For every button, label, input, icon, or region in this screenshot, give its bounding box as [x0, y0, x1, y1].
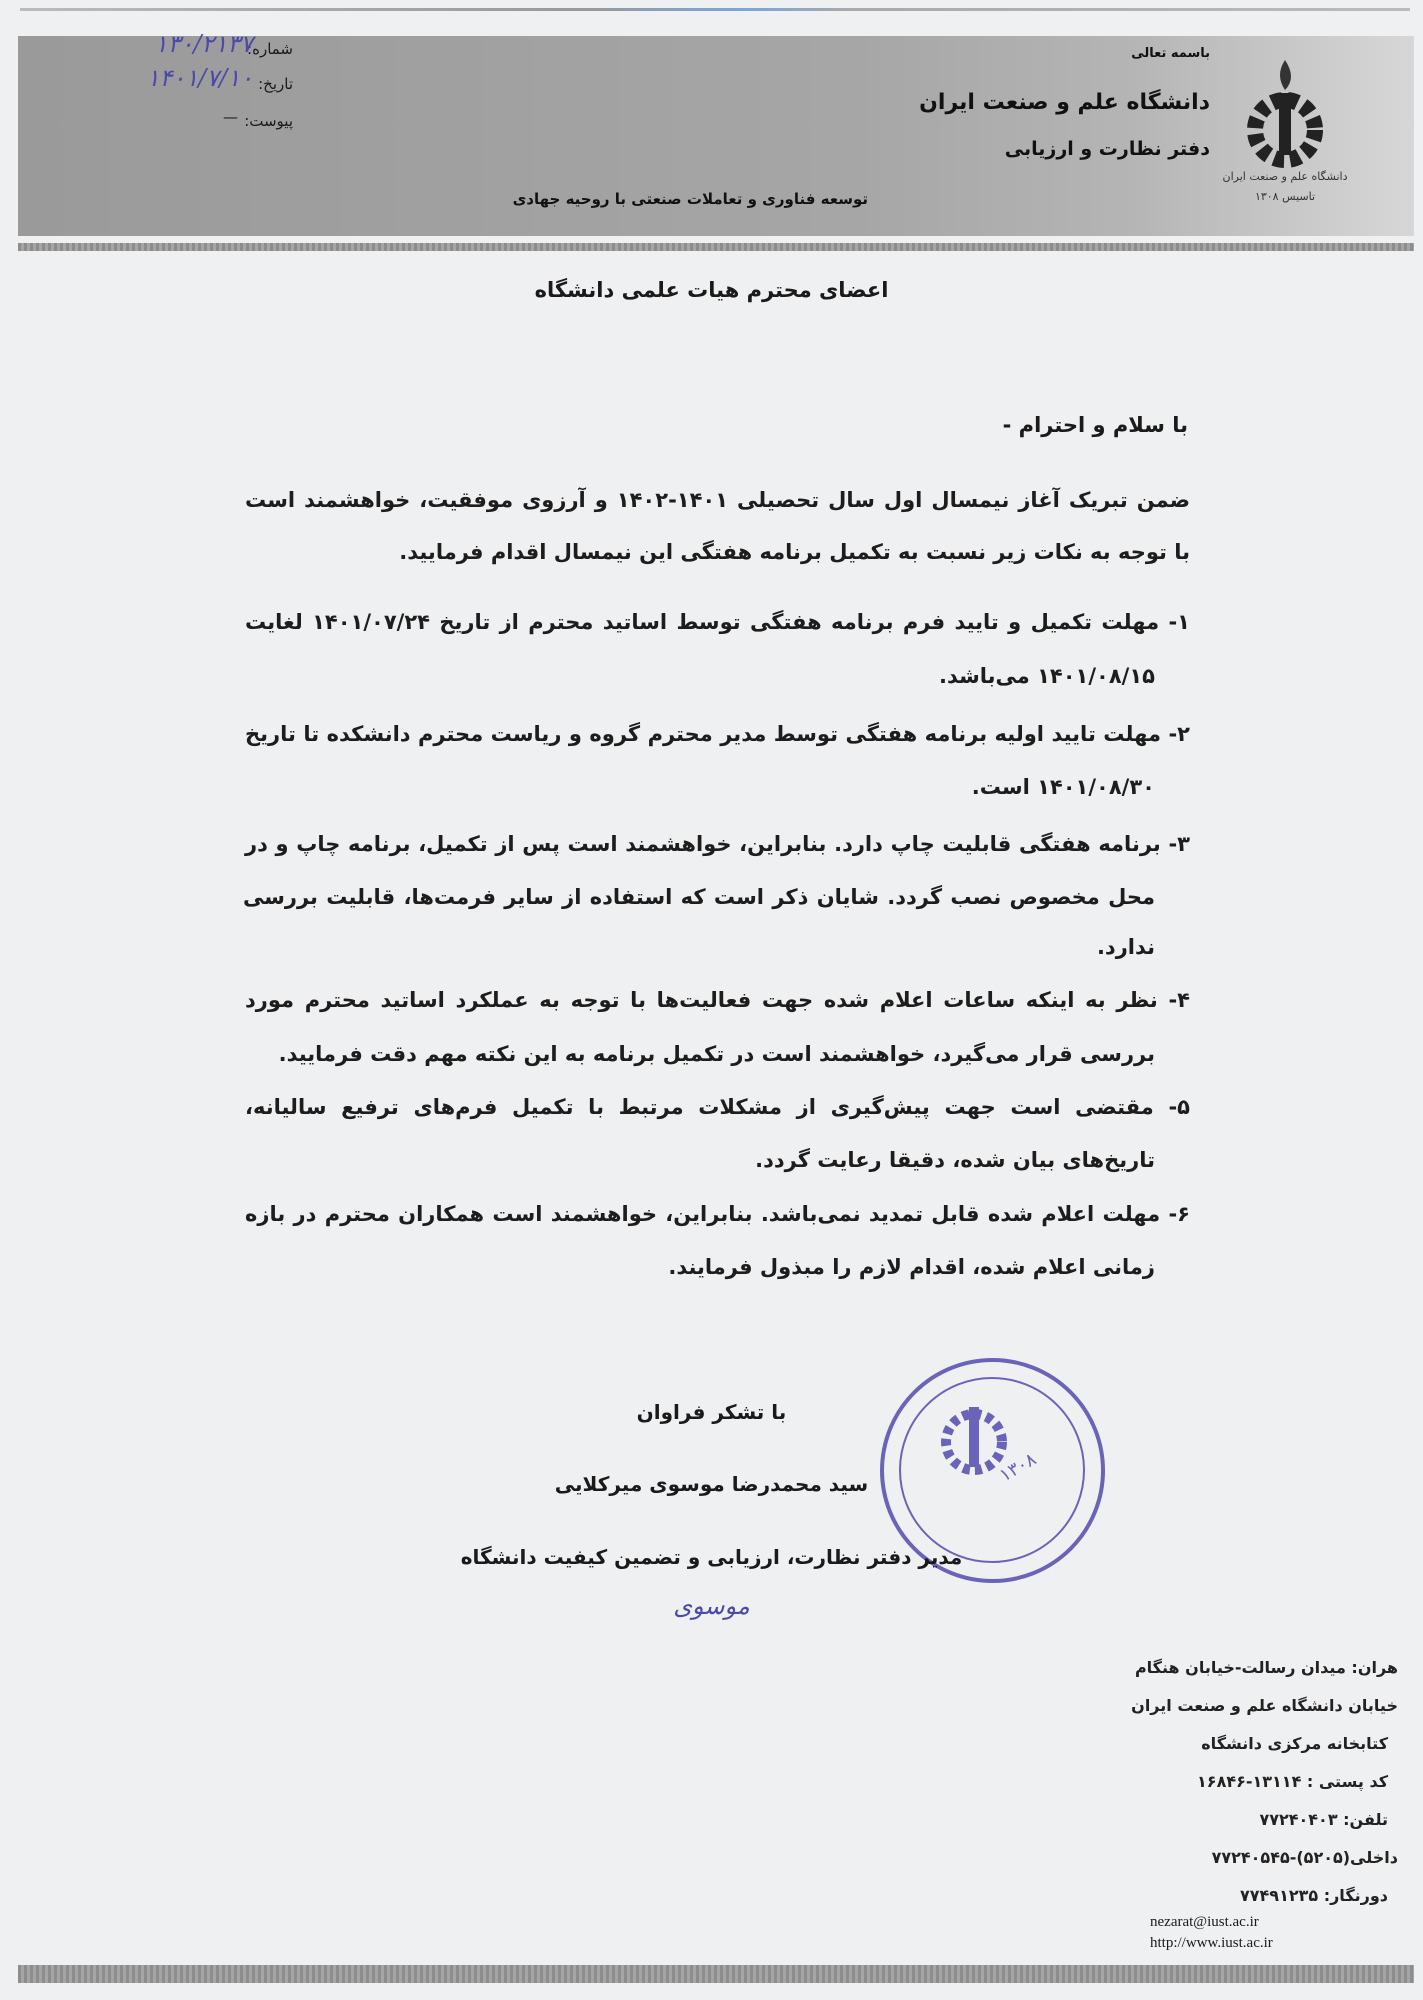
signer-title: مدیر دفتر نظارت، ارزیابی و تضمین کیفیت دانشگاه [460, 1545, 963, 1569]
phone: تلفن: ۷۷۲۴۰۴۰۳ [1259, 1810, 1388, 1829]
attachment-label: پیوست: [244, 112, 293, 130]
item-1-line: ۱- مهلت تکمیل و تایید فرم برنامه هفتگی توسط اساتید محترم از تاریخ ۱۴۰۱/۰۷/۲۴ لغایت [245, 610, 1190, 634]
item-6-line: زمانی اعلام شده، اقدام لازم را مبذول فرمایند. [668, 1255, 1155, 1279]
attachment-value: — [223, 108, 238, 126]
recipient: اعضای محترم هیات علمی دانشگاه [534, 278, 889, 302]
address-line: کتابخانه مرکزی دانشگاه [1201, 1734, 1388, 1753]
logo-founded: تاسیس ۱۳۰۸ [1254, 190, 1316, 203]
header-divider [18, 243, 1414, 251]
postal-code: کد پستی : ۱۳۱۱۴-۱۶۸۴۶ [1197, 1772, 1388, 1791]
item-3-line: محل مخصوص نصب گردد. شایان ذکر است که استفاده از سایر فرمت‌ها، قابلیت بررسی [243, 885, 1155, 909]
number-label: شماره: [247, 40, 293, 58]
signature: موسوی [673, 1592, 750, 1620]
item-2-line: ۲- مهلت تایید اولیه برنامه هفتگی توسط مدیر محترم گروه و ریاست محترم دانشکده تا تاریخ [245, 722, 1190, 746]
signer-name: سید محمدرضا موسوی میرکلایی [554, 1472, 869, 1496]
item-4-line: ۴- نظر به اینکه ساعات اعلام شده جهت فعالیت‌ها با توجه به عملکرد اساتید محترم مورد [245, 988, 1190, 1012]
office-name: دفتر نظارت و ارزیابی [1004, 138, 1210, 160]
slogan: توسعه فناوری و تعاملات صنعتی با روحیه جهادی [512, 190, 868, 208]
svg-text:۱۳۰۸: ۱۳۰۸ [996, 1448, 1040, 1487]
date-value: ۱۴۰۱/۷/۱۰ [146, 64, 253, 92]
item-5-line: تاریخ‌های بیان شده، دقیقا رعایت گردد. [755, 1148, 1155, 1172]
date-label: تاریخ: [258, 75, 293, 93]
item-4-line: بررسی قرار می‌گیرد، خواهشمند است در تکمیل برنامه به این نکته مهم دقت فرمایید. [278, 1042, 1155, 1066]
closing: با تشکر فراوان [636, 1400, 787, 1424]
item-6-line: ۶- مهلت اعلام شده قابل تمدید نمی‌باشد. بنابراین، خواهشمند است همکاران محترم در بازه [245, 1202, 1190, 1226]
address-line: خیابان دانشگاه علم و صنعت ایران [1131, 1696, 1398, 1715]
email-link[interactable]: nezarat@iust.ac.ir [1150, 1914, 1259, 1930]
fax: دورنگار: ۷۷۴۹۱۲۳۵ [1240, 1886, 1388, 1905]
basmala: باسمه تعالی [1131, 46, 1210, 61]
number-value: ۱۳۰/۲۱۳۷ [154, 30, 253, 58]
item-5-line: ۵- مقتضی است جهت پیش‌گیری از مشکلات مرتبط با تکمیل فرم‌های ترفیع سالیانه، [245, 1095, 1190, 1119]
scan-edge [20, 8, 1410, 11]
website-link[interactable]: http://www.iust.ac.ir [1150, 1935, 1273, 1951]
intro-line: ضمن تبریک آغاز نیمسال اول سال تحصیلی ۱۴۰۱-۱۴۰۲ و آرزوی موفقیت، خواهشمند است [245, 488, 1191, 512]
greeting: با سلام و احترام - [1002, 413, 1188, 437]
intro-line: با توجه به نکات زیر نسبت به تکمیل برنامه هفتگی این نیمسال اقدام فرمایید. [399, 540, 1190, 564]
extension: داخلی(۵۲۰۵)-۷۷۲۴۰۵۴۵ [1211, 1848, 1398, 1867]
university-name: دانشگاه علم و صنعت ایران [919, 90, 1210, 115]
logo-text: دانشگاه علم و صنعت ایران [1222, 170, 1348, 183]
item-3-line: ۳- برنامه هفتگی قابلیت چاپ دارد. بنابراین، خواهشمند است پس از تکمیل، برنامه چاپ و در [245, 832, 1190, 856]
footer-divider [18, 1965, 1414, 1983]
item-1-line: ۱۴۰۱/۰۸/۱۵ می‌باشد. [939, 664, 1155, 688]
address-line: هران: میدان رسالت-خیابان هنگام [1134, 1658, 1398, 1677]
item-3-line: ندارد. [1096, 935, 1155, 959]
item-2-line: ۱۴۰۱/۰۸/۳۰ است. [971, 775, 1155, 799]
